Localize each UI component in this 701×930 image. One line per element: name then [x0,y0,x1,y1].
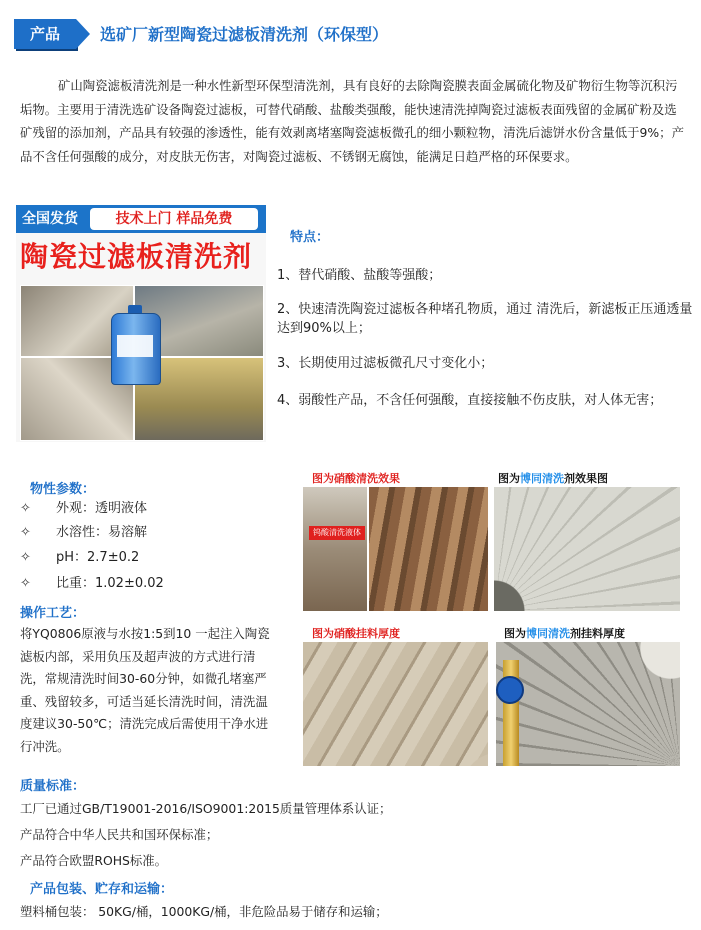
physical-value: 外观：透明液体 [56,501,148,516]
caption-prefix: 图为 [498,472,520,485]
page-title: 选矿厂新型陶瓷过滤板清洗剂（环保型） [100,25,389,44]
product-tag: 产品 [14,19,76,49]
quality-item-2: 产品符合中华人民共和国环保标准； [20,827,219,842]
physical-value: 水溶性：易溶解 [56,525,148,540]
physical-row [20,575,164,593]
physical-row [20,524,147,542]
tag-arrow [76,19,90,49]
nitric-thickness-photo [303,642,488,766]
caption-prefix: 图为 [504,627,526,640]
caption-brand: 博同清洗 [526,627,570,640]
diamond-bullet-icon: ✧ [20,501,31,516]
nitric-clean-photo-right [369,487,488,611]
feature-item-3: 3、长期使用过滤板微孔尺寸变化小； [277,356,494,371]
nitric-clean-photo-left [303,487,367,611]
caption-botong-thickness [504,625,625,641]
physical-heading: 物性参数： [30,482,96,497]
caption-brand: 博同清洗 [520,472,564,485]
banner-shipping-text: 全国发货 [22,211,78,227]
product-banner [16,205,266,442]
packaging-text: 塑料桶包装： 50KG/桶，1000KG/桶，非危险品易于储存和运输； [20,904,388,919]
caption-suffix: 剂挂料厚度 [570,627,625,640]
packaging-heading: 产品包装、贮存和运输： [30,882,174,897]
quality-item-3: 产品符合欧盟ROHS标准。 [20,853,168,868]
botong-thickness-photo [496,642,680,766]
diamond-bullet-icon: ✧ [20,550,31,565]
caption-botong-clean [498,470,608,486]
physical-value: pH：2.7±0.2 [56,550,140,565]
physical-value: 比重：1.02±0.02 [56,576,164,591]
intro-paragraph: 矿山陶瓷滤板清洗剂是一种水性新型环保型清洗剂，具有良好的去除陶瓷膜表面金属硫化物及矿物衍生物等沉积污垢物。主要用于清洗选矿设备陶瓷过滤板，可替代硝酸、盐酸类强酸，能快速清洗掉陶瓷过滤板表面残留的金属矿粉及选矿残留的添加剂，产品具有较强的渗透性，能有效剥离堵塞陶瓷滤板微孔的细小颗粒物，清洗后滤饼水份含量低于9%；产品不含任何强酸的成分，对皮肤无伤害，对陶瓷过滤板、不锈钢无腐蚀，能满足日趋严格的环保要求。 [20,78,684,164]
diamond-bullet-icon: ✧ [20,576,31,591]
physical-row [20,500,147,518]
caption-nitric-thickness: 图为硝酸挂料厚度 [312,627,400,640]
caption-nitric-clean: 图为硝酸清洗效果 [312,472,400,485]
operation-heading: 操作工艺： [20,606,86,621]
diamond-bullet-icon: ✧ [20,525,31,540]
physical-row [20,549,139,567]
feature-item-2: 2、快速清洗陶瓷过滤板各种堵孔物质，通过 清洗后，新滤板正压通透量达到90%以上； [277,302,693,336]
drum-label [117,335,153,357]
features-heading: 特点： [290,230,330,245]
operation-text: 将YQ0806原液与水按1:5到10 一起注入陶瓷滤板内部，采用负压及超声波的方式进行清洗，常规清洗时间30-60分钟，如微孔堵塞严重、残留较多，可适当延长清洗时间，清洗温度建议30-50℃；清洗完成后需使用干净水进行冲洗。 [20,626,270,754]
feature-item-4: 4、弱酸性产品，不含任何强酸，直接接触不伤皮肤，对人体无害； [277,393,663,408]
quality-item-1: 工厂已通过GB/T19001-2016/ISO9001:2015质量管理体系认证； [20,801,392,816]
photo-blue-valve [496,676,524,704]
banner-title: 陶瓷过滤板清洗剂 [20,240,253,273]
botong-clean-photo [494,487,680,611]
banner-pill-text: 技术上门 样品免费 [90,208,258,230]
feature-item-1: 1、替代硝酸、盐酸等强酸； [277,268,442,283]
photo-overlay-label: 钨酸清洗液体 [309,526,365,540]
caption-suffix: 剂效果图 [564,472,608,485]
quality-heading: 质量标准： [20,779,86,794]
